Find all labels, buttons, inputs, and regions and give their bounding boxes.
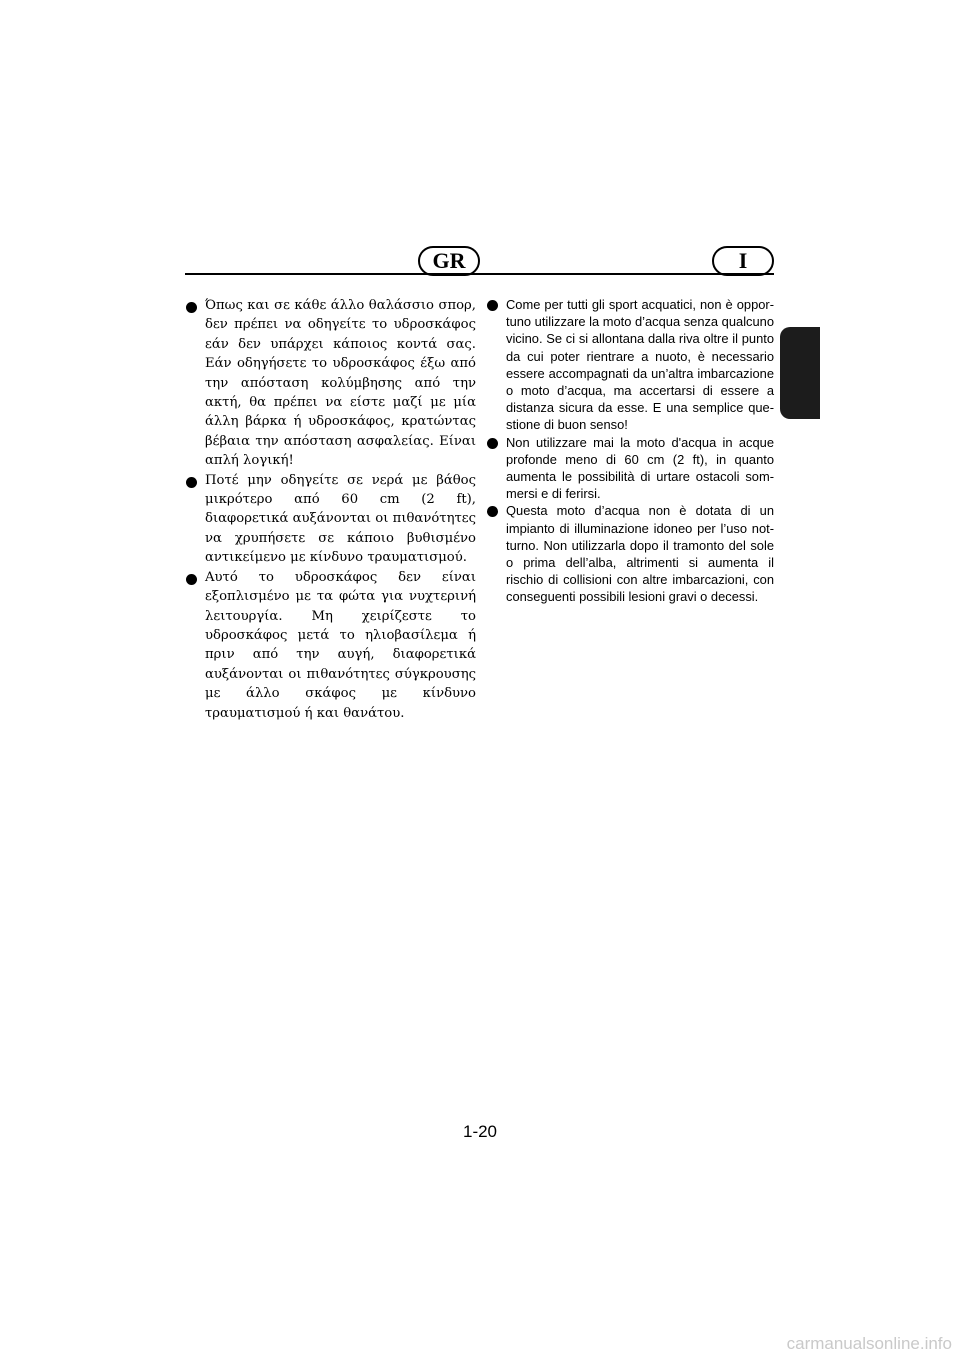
bullet-icon [186,302,197,313]
list-item [487,434,774,503]
list-item [186,568,476,723]
list-item [487,502,774,605]
language-badge-italian: I [712,246,774,276]
italian-column [487,296,774,606]
greek-item-text: Όπως και σε κάθε άλλο θαλάσσιο σπορ, δεν πρέπει να οδηγείτε το υδροσκάφος εάν δεν υπάρχει κάποιος κοντά σας. Εάν οδηγήσετε το υδροσκάφος έξω από την απόσταση κολύμβησης από την ακτή, θα πρέπει να είστε μαζί με μία άλλη βάρκα ή υδροσκάφος, κρατώντας βέβαια την απόσταση ασφαλείας. Είναι απλή λογική! [205,298,476,469]
bullet-icon [487,300,498,311]
bullet-icon [487,438,498,449]
greek-item-text: Ποτέ μην οδηγείτε σε νερά με βάθος μικρότερο από 60 cm (2 ft), διαφορετικά αυξάνονται οι πιθανότητες να χρυπήσετε σε κάποιο βυθισμένο αντικείμενο με κίνδυνο τραυματισμού. [205,472,476,566]
italian-item-text: Non utilizzare mai la moto d'acqua in acque profonde meno di 60 cm (2 ft), in quanto aumenta le possibilità di urtare ostacoli sommersi e di ferirsi. [506,434,774,502]
bullet-icon [487,506,498,517]
language-badge-greek: GR [418,246,480,276]
greek-item-text: Αυτό το υδροσκάφος δεν είναι εξοπλισμένο με τα φώτα για νυχτερινή λειτουργία. Μη χειρίζεστε το υδροσκάφος μετά το ηλιοβασίλεμα ή πριν από την αυγή, διαφορετικά αυξάνονται οι πιθανότητες σύγκρουσης με άλλο σκάφος με κίνδυνο τραυματισμού ή και θανάτου. [205,569,476,721]
section-thumb-tab [780,327,820,419]
italian-item-text: Come per tutti gli sport acquatici, non è opportuno utilizzare la moto d’acqua senza qualcuno vicino. Se ci si allontana dalla riva oltre il punto da cui poter rientrare a nuoto, è necessario essere accompagnati da un’altra imbarcazione o moto d’acqua, ma accertarsi di essere a distanza sicura da esse. E una semplice questione di buon senso! [506,297,775,433]
header-divider [185,273,774,275]
italian-warning-list [487,296,774,606]
list-item [186,471,476,568]
list-item [186,296,476,471]
greek-warning-list [186,296,476,723]
italian-item-text: Questa moto d’acqua non è dotata di un impianto di illuminazione idoneo per l’uso notturno. Non utilizzarla dopo il tramonto del sole o prima dell’alba, altrimenti si aumenta il rischio di collisioni con altre imbarcazioni, con conseguenti possibili lesioni gravi o decessi. [506,503,774,605]
watermark: carmanualsonline.info [786,1334,952,1353]
bullet-icon [186,477,197,488]
bullet-icon [186,574,197,585]
greek-column [186,296,476,723]
page-number: 1-20 [462,1122,498,1141]
list-item [487,296,774,434]
